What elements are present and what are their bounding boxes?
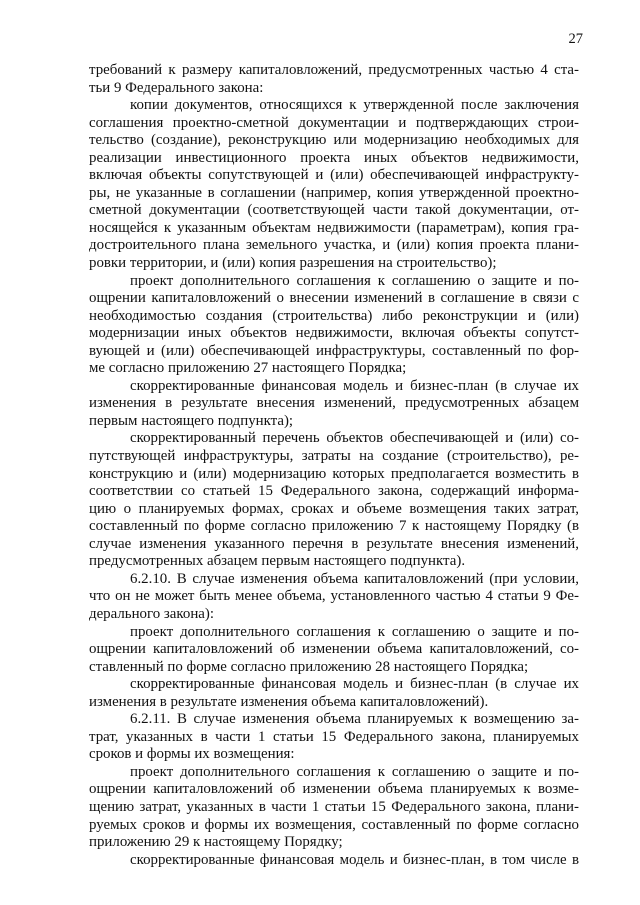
text-line: скорректированный перечень объектов обеспечивающей и (или) со- bbox=[130, 430, 579, 447]
paragraph bbox=[89, 378, 579, 431]
text-line: ме согласно приложению 27 настоящего Порядка; bbox=[89, 360, 407, 377]
text-line: требований к размеру капиталовложений, предусмотренных частью 4 ста- bbox=[89, 62, 579, 78]
text-line: случае изменения указанного перечня в результате внесения изменений, bbox=[89, 535, 579, 552]
paragraph bbox=[89, 273, 579, 378]
text-line: приложению 29 к настоящему Порядку; bbox=[89, 834, 343, 851]
text-line: копии документов, относящихся к утвержденной после заключения bbox=[130, 97, 579, 114]
text-line: ставленный по форме согласно приложению 28 настоящего Порядка; bbox=[89, 658, 529, 675]
text-line: конструкцию и (или) модернизацию которых предполагается возместить в bbox=[89, 465, 579, 482]
text-line: соглашения проектно-сметной документации и подтверждающих строи- bbox=[89, 114, 579, 131]
text-line: тьи 9 Федерального закона: bbox=[89, 79, 264, 96]
text-line: ощрении капиталовложений об изменении объема планируемых к возме- bbox=[89, 781, 579, 798]
text-line: скорректированные финансовая модель и бизнес-план, в том числе в bbox=[130, 851, 579, 868]
text-line: достроительного плана земельного участка, и (или) копия проекта плани- bbox=[89, 237, 579, 254]
text-line: ровки территории, и (или) копия разрешения на строительство); bbox=[89, 255, 497, 272]
paragraph bbox=[89, 97, 579, 272]
text-line: включая объекты сопутствующей и (или) обеспечивающей инфраструкту- bbox=[89, 167, 579, 184]
text-line: первым настоящего подпункта); bbox=[89, 412, 294, 429]
text-line: щению затрат, указанных в части 1 статьи 15 Федерального закона, плани- bbox=[89, 798, 579, 815]
text-line: вующей и (или) обеспечивающей инфраструктуры, составленный по фор- bbox=[89, 342, 579, 359]
text-line: ощрении капиталовложений об изменении объема капиталовложений, со- bbox=[89, 641, 579, 658]
text-line: скорректированные финансовая модель и бизнес-план (в случае их bbox=[130, 377, 579, 394]
text-line: цию о планируемых формах, сроках и объеме возмещения таких затрат, bbox=[89, 500, 579, 517]
text-line: дерального закона): bbox=[89, 605, 214, 622]
text-line: изменения в результате изменения объема капиталовложений). bbox=[89, 693, 489, 710]
text-line: носящейся к указанным объектам недвижимости (параметрам), копия гра- bbox=[89, 219, 579, 236]
text-line: модернизации иных объектов недвижимости, включая объекты сопутст- bbox=[89, 325, 579, 342]
paragraph bbox=[89, 676, 579, 711]
text-line: ощрении капиталовложений о внесении изменений в соглашение в связи с bbox=[89, 290, 579, 307]
text-line: скорректированные финансовая модель и бизнес-план (в случае их bbox=[130, 676, 579, 693]
text-line: трат, указанных в части 1 статьи 15 Федерального закона, планируемых bbox=[89, 728, 579, 745]
text-line: что он не может быть менее объема, установленного частью 4 статьи 9 Фе- bbox=[89, 588, 579, 605]
paragraph bbox=[89, 624, 579, 677]
paragraph bbox=[89, 764, 579, 852]
text-line: проект дополнительного соглашения к соглашению о защите и по- bbox=[130, 272, 579, 289]
text-line: проект дополнительного соглашения к соглашению о защите и по- bbox=[130, 763, 579, 780]
document-body bbox=[89, 62, 579, 869]
text-line: предусмотренных абзацем первым настоящего подпункта). bbox=[89, 553, 466, 570]
text-line: 6.2.10. В случае изменения объема капиталовложений (при условии, bbox=[130, 570, 579, 587]
paragraph bbox=[89, 571, 579, 624]
text-line: ры, не указанные в соглашении (например, копия утвержденной проектно- bbox=[89, 184, 579, 201]
text-line: проект дополнительного соглашения к соглашению о защите и по- bbox=[130, 623, 579, 640]
text-line: реализации инвестиционного проекта иных объектов недвижимости, bbox=[89, 149, 579, 166]
text-line: сроков и формы их возмещения: bbox=[89, 746, 295, 763]
paragraph bbox=[89, 852, 579, 870]
paragraph bbox=[89, 711, 579, 764]
text-line: необходимостью создания (строительства) либо реконструкции и (или) bbox=[89, 307, 579, 324]
text-line: сметной документации (соответствующей части такой документации, от- bbox=[89, 202, 579, 219]
text-line: изменения в результате внесения изменений, предусмотренных абзацем bbox=[89, 395, 579, 412]
text-line: соответствии со статьей 15 Федерального закона, содержащий информа- bbox=[89, 483, 579, 500]
text-line: 6.2.11. В случае изменения объема планируемых к возмещению за- bbox=[130, 711, 579, 728]
paragraph bbox=[89, 430, 579, 570]
text-line: руемых сроков и формы их возмещения, составленный по форме согласно bbox=[89, 816, 579, 833]
text-line: тельство (создание), реконструкцию или модернизацию необходимых для bbox=[89, 132, 579, 149]
text-line: путствующей инфраструктуры, затраты на создание (строительство), ре- bbox=[89, 448, 579, 465]
paragraph bbox=[89, 62, 579, 97]
text-line: составленный по форме согласно приложению 7 к настоящему Порядку (в bbox=[89, 518, 579, 535]
page-number: 27 bbox=[568, 31, 583, 47]
